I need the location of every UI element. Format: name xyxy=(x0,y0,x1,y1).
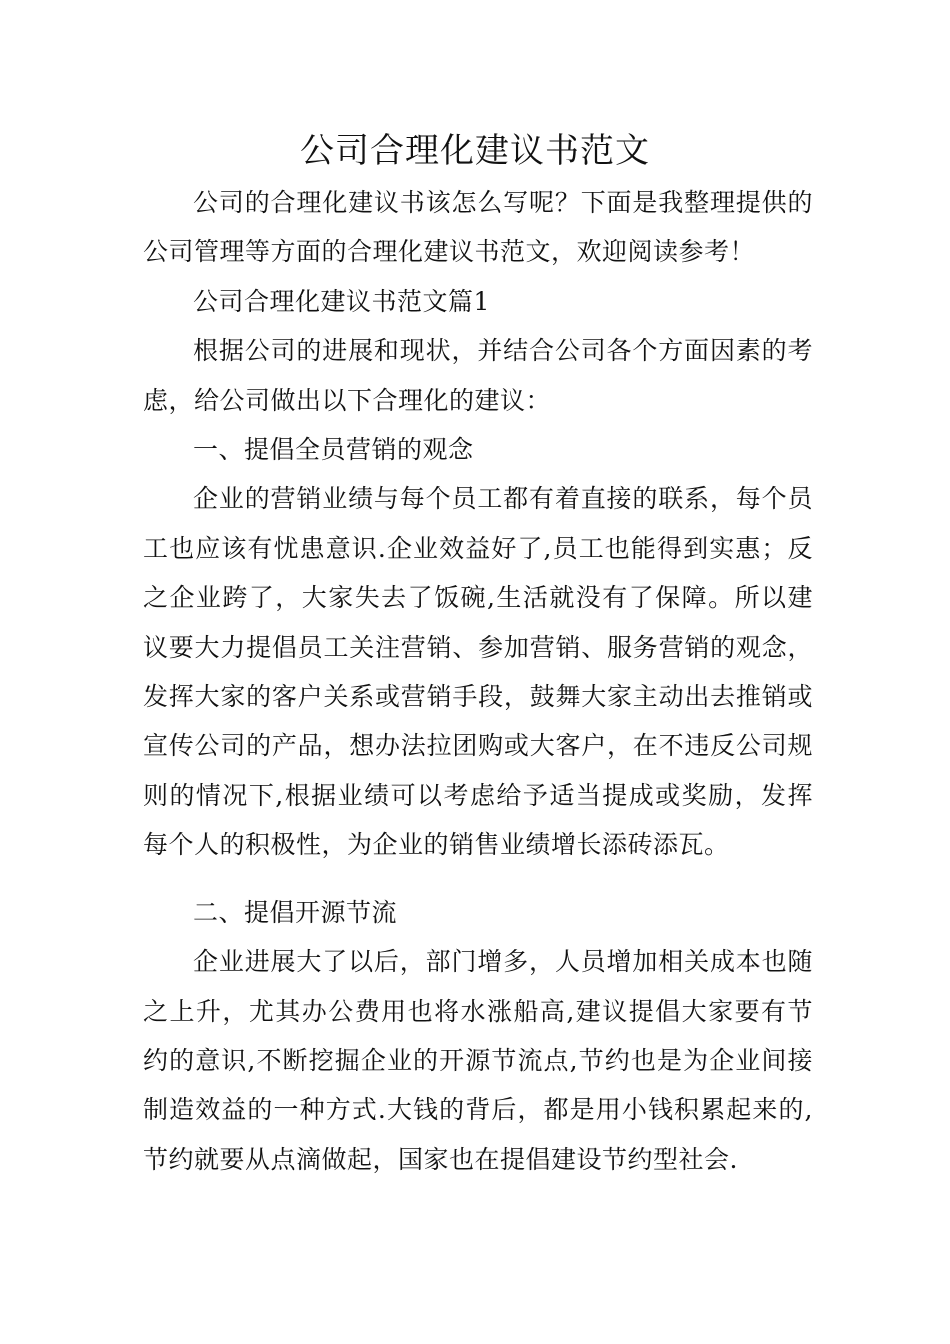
heading-full-staff-marketing: 一、提倡全员营销的观念 xyxy=(193,435,474,465)
intro-paragraph: 公司的合理化建议书该怎么写呢？下面是我整理提供的公司管理等方面的合理化建议书范文，欢迎阅读参考！ xyxy=(143,188,813,267)
heading-cost-saving: 二、提倡开源节流 xyxy=(193,897,398,927)
section-heading-sample-1: 公司合理化建议书范文篇1 xyxy=(193,286,490,316)
marketing-paragraph: 企业的营销业绩与每个员工都有着直接的联系，每个员工也应该有忧患意识.企业效益好了,员工也能得到实惠；反之企业跨了，大家失去了饭碗,生活就没有了保障。所以建议要大力提倡员工关注营销、参加营销、服务营销的观念，发挥大家的客户关系或营销手段，鼓舞大家主动出去推销或宣传公司的产品，想办法拉团购或大客户，在不违反公司规则的情况下,根据业绩可以考虑给予适当提成或奖励，发挥每个人的积极性，为企业的销售业绩增长添砖添瓦。 xyxy=(143,484,813,860)
cost-saving-paragraph: 企业进展大了以后，部门增多，人员增加相关成本也随之上升，尤其办公费用也将水涨船高,建议提倡大家要有节约的意识,不断挖掘企业的开源节流点,节约也是为企业间接制造效益的一种方式.大钱的背后，都是用小钱积累起来的,节约就要从点滴做起，国家也在提倡建设节约型社会. xyxy=(143,947,813,1174)
document-title: 公司合理化建议书范文 xyxy=(300,131,650,171)
context-paragraph: 根据公司的进展和现状，并结合公司各个方面因素的考虑，给公司做出以下合理化的建议： xyxy=(143,336,813,415)
document-body xyxy=(143,178,813,1184)
